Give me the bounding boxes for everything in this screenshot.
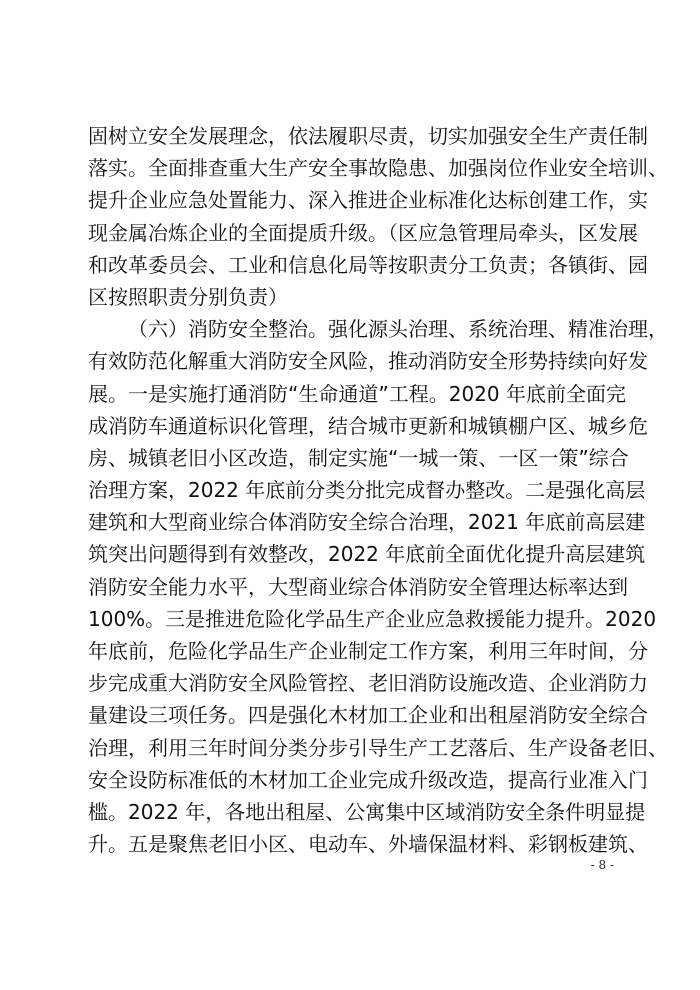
text-line: 量建设三项任务。四是强化木材加工企业和出租屋消防安全综合 bbox=[88, 703, 648, 728]
text-line: 固树立安全发展理念，依法履职尽责，切实加强安全生产责任制 bbox=[88, 124, 648, 148]
text-line: 落实。全面排查重大生产安全事故隐患、加强岗位作业安全培训、 bbox=[88, 156, 668, 181]
text-line: 治理方案，2022 年底前分类分批完成督办整改。二是强化高层 bbox=[88, 478, 646, 503]
text-line: 年底前，危险化学品生产企业制定工作方案，利用三年时间，分 bbox=[88, 639, 648, 663]
text-line: 消防安全能力水平，大型商业综合体消防安全管理达标率达到 bbox=[88, 574, 628, 599]
section-heading-line: （六）消防安全整治。强化源头治理、系统治理、精准治理， bbox=[128, 317, 668, 342]
text-line: 房、城镇老旧小区改造，制定实施“一城一策、一区一策”综合 bbox=[88, 445, 629, 470]
text-line: 安全设防标准低的木材加工企业完成升级改造，提高行业准入门 bbox=[88, 767, 648, 792]
body-text bbox=[88, 120, 668, 860]
text-line: 筑突出问题得到有效整改，2022 年底前全面优化提升高层建筑 bbox=[88, 542, 646, 567]
text-line: 步完成重大消防安全风险管控、老旧消防设施改造、企业消防力 bbox=[88, 671, 648, 696]
page-number: - 8 - bbox=[590, 858, 614, 872]
text-line: 提升企业应急处置能力、深入推进企业标准化达标创建工作，实 bbox=[88, 188, 648, 213]
text-line: 治理，利用三年时间分类分步引导生产工艺落后、生产设备老旧、 bbox=[88, 735, 668, 760]
text-line: 区按照职责分别负责） bbox=[88, 284, 288, 309]
text-line: 有效防范化解重大消防安全风险，推动消防安全形势持续向好发 bbox=[88, 349, 648, 374]
text-line: 100%。三是推进危险化学品生产企业应急救援能力提升。2020 bbox=[88, 606, 657, 631]
text-line: 和改革委员会、工业和信息化局等按职责分工负责；各镇街、园 bbox=[88, 252, 648, 277]
text-line: 成消防车通道标识化管理，结合城市更新和城镇棚户区、城乡危 bbox=[88, 413, 648, 438]
text-line: 建筑和大型商业综合体消防安全综合治理，2021 年底前高层建 bbox=[88, 510, 646, 535]
text-line: 展。一是实施打通消防“生命通道”工程。2020 年底前全面完 bbox=[88, 381, 626, 406]
text-line: 现金属冶炼企业的全面提质升级。（区应急管理局牵头，区发展 bbox=[88, 220, 638, 245]
text-line: 升。五是聚焦老旧小区、电动车、外墙保温材料、彩钢板建筑、 bbox=[88, 832, 648, 857]
text-line: 槛。2022 年，各地出租屋、公寓集中区域消防安全条件明显提 bbox=[88, 799, 646, 824]
